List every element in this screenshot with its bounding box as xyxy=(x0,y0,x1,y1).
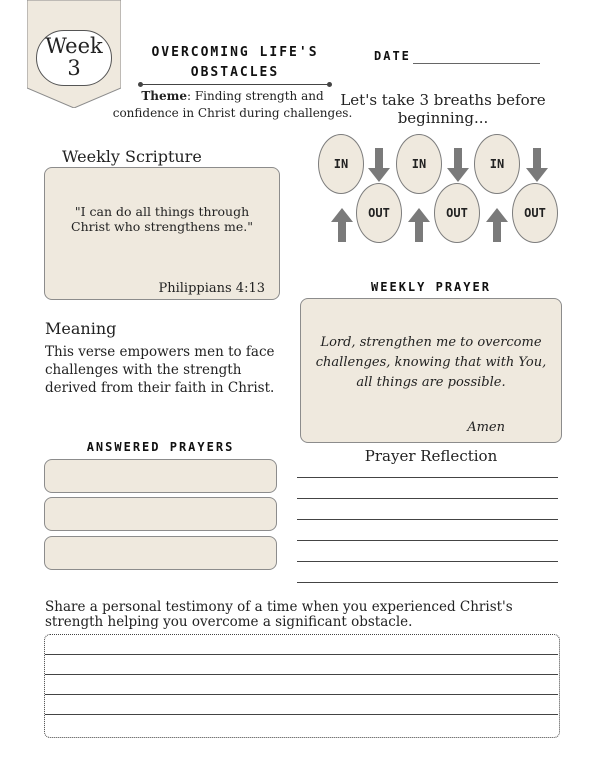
testimony-line xyxy=(45,674,558,675)
meaning-line-2: challenges with the strength xyxy=(45,362,242,378)
scripture-heading: Weekly Scripture xyxy=(62,147,202,166)
testimony-box[interactable] xyxy=(44,634,560,738)
scripture-quote-line-2: Christ who strengthens me." xyxy=(71,219,253,234)
title-divider-dot-right xyxy=(327,82,332,87)
reflection-line[interactable] xyxy=(297,582,558,583)
answered-heading: ANSWERED PRAYERS xyxy=(86,440,235,454)
testimony-line-2: strength helping you overcome a significant obstacle. xyxy=(45,614,413,630)
reflection-line[interactable] xyxy=(297,477,558,478)
meaning-line-3: derived from their faith in Christ. xyxy=(45,380,275,396)
reflection-line[interactable] xyxy=(297,519,558,520)
prayer-heading: WEEKLY PRAYER xyxy=(371,280,491,294)
prayer-line-1: Lord, strengthen me to overcome xyxy=(320,335,542,350)
answered-prayer-box-2[interactable] xyxy=(44,497,277,531)
breaths-line-2: beginning... xyxy=(397,109,489,127)
breath-in-2: IN xyxy=(396,134,442,194)
scripture-quote xyxy=(45,204,279,234)
title-line-2: OBSTACLES xyxy=(190,65,280,80)
prayer-text xyxy=(301,333,561,393)
breath-out-2: OUT xyxy=(434,183,480,243)
theme-label: Theme xyxy=(141,89,187,103)
scripture-quote-line-1: "I can do all things through xyxy=(74,204,250,219)
testimony-line xyxy=(45,694,558,695)
date-label: DATE xyxy=(374,49,411,63)
meaning-line-1: This verse empowers men to face xyxy=(45,344,275,360)
prayer-amen: Amen xyxy=(467,420,505,435)
week-badge xyxy=(36,30,112,86)
theme-line-2: confidence in Christ during challenges. xyxy=(112,106,353,120)
testimony-line xyxy=(45,654,558,655)
answered-prayer-box-1[interactable] xyxy=(44,459,277,493)
prayer-line-3: all things are possible. xyxy=(356,375,506,390)
reflection-line[interactable] xyxy=(297,498,558,499)
testimony-line-1: Share a personal testimony of a time when you experienced Christ's xyxy=(45,599,513,615)
prayer-card xyxy=(300,298,562,443)
breath-out-3: OUT xyxy=(512,183,558,243)
answered-prayer-box-3[interactable] xyxy=(44,536,277,570)
reflection-line[interactable] xyxy=(297,561,558,562)
date-field[interactable] xyxy=(413,63,540,64)
page-title xyxy=(140,43,330,83)
week-number: 3 xyxy=(67,56,81,80)
title-line-1: OVERCOMING LIFE'S xyxy=(151,45,319,60)
meaning-heading: Meaning xyxy=(45,319,117,338)
title-divider-dot-left xyxy=(138,82,143,87)
title-divider xyxy=(140,84,330,85)
breath-out-1: OUT xyxy=(356,183,402,243)
testimony-line xyxy=(45,714,558,715)
arrow-up-icon xyxy=(408,208,430,242)
week-label: Week xyxy=(45,34,103,58)
arrow-down-icon xyxy=(526,148,548,182)
reflection-line[interactable] xyxy=(297,540,558,541)
testimony-prompt xyxy=(45,600,565,630)
scripture-reference: Philippians 4:13 xyxy=(158,281,265,296)
theme-text xyxy=(105,88,360,122)
arrow-down-icon xyxy=(368,148,390,182)
scripture-card xyxy=(44,167,280,300)
meaning-text xyxy=(45,343,295,397)
theme-line-1: : Finding strength and xyxy=(186,89,324,103)
arrow-up-icon xyxy=(486,208,508,242)
reflection-heading: Prayer Reflection xyxy=(364,447,498,465)
breaths-instruction xyxy=(338,91,548,127)
breath-in-1: IN xyxy=(318,134,364,194)
arrow-down-icon xyxy=(447,148,469,182)
breaths-line-1: Let's take 3 breaths before xyxy=(340,91,546,109)
breath-in-3: IN xyxy=(474,134,520,194)
arrow-up-icon xyxy=(331,208,353,242)
prayer-line-2: challenges, knowing that with You, xyxy=(315,355,547,370)
